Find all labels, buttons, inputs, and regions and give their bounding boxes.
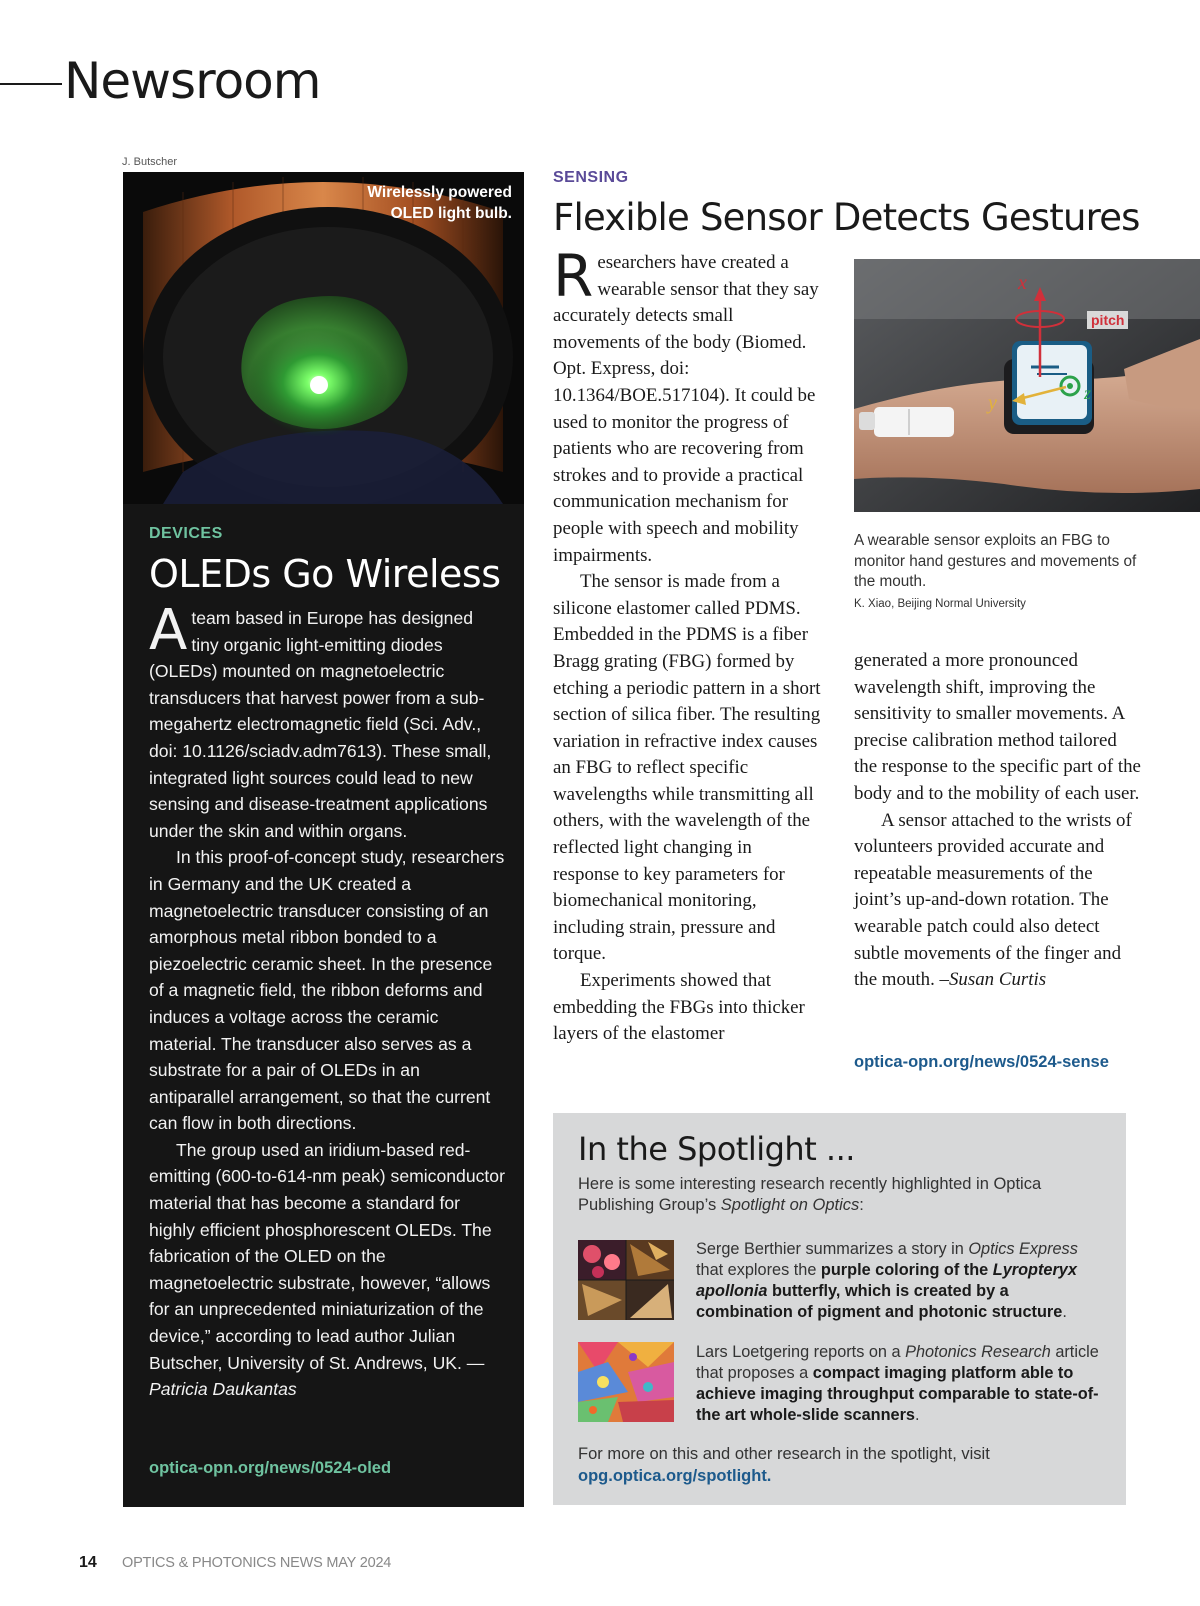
devices-paragraph-1: Ateam based in Europe has designed tiny organic light-emitting diodes (OLEDs) mounted on magnetoelectric transducers that harvest power from a sub-megahertz electromagnetic field (Sci. Adv., doi: 10.1126/sciadv.adm7613). These small, integrated light sources could lead to new sensing and disease-treatment applications under the skin and within organs. <box>149 598 492 841</box>
imaging-thumbnail <box>578 1342 674 1422</box>
sensor-credit: K. Xiao, Beijing Normal University <box>854 598 1026 610</box>
sensing-paragraph-4: generated a more pronounced wavelength shift, improving the sensitivity to smaller movements. A precise calibration method tailored the response to the specific part of the body and to the mobility of each user. <box>854 650 1141 804</box>
spotlight-footer: For more on this and other research in the spotlight, visit opg.optica.org/spotlight. <box>578 1443 1098 1487</box>
header-rule <box>0 83 62 85</box>
devices-category-tag: DEVICES <box>149 525 223 542</box>
sensing-column-2 <box>854 648 1144 994</box>
sensor-caption: A wearable sensor exploits an FBG to monitor hand gestures and movements of the mouth. <box>854 532 1137 590</box>
photo-caption: Wirelessly powered OLED light bulb. <box>367 184 512 222</box>
sensing-paragraph-3: Experiments showed that embedding the FBGs into thicker layers of the elastomer <box>553 970 805 1045</box>
dropcap: A <box>149 598 188 663</box>
sensing-paragraph-2: The sensor is made from a silicone elastomer called PDMS. Embedded in the PDMS is a fiber Bragg grating (FBG) formed by etching a periodic pattern in a short section of silica fiber. The resulting variation in refractive index causes an FBG to reflect specific wavelengths while transmitting all others, with the wavelength of the reflected light changing in response to key parameters for biomechanical monitoring, including strain, pressure and torque. <box>553 571 821 965</box>
devices-headline: OLEDs Go Wireless <box>149 552 501 596</box>
sensor-photo <box>854 259 1200 512</box>
spotlight-item-1: Serge Berthier summarizes a story in Optics Express that explores the purple coloring of the Lyropteryx apollonia butterfly, which is created by a combination of pigment and photonic structure. <box>696 1240 1078 1321</box>
sensing-author: Susan Curtis <box>948 969 1047 991</box>
sensing-column-1 <box>553 242 821 1048</box>
sensing-headline: Flexible Sensor Detects Gestures <box>553 196 1140 239</box>
spotlight-title: In the Spotlight ... <box>578 1130 855 1168</box>
oled-photo <box>123 172 524 504</box>
butterfly-thumbnail <box>578 1240 674 1320</box>
sensing-paragraph-5: A sensor attached to the wrists of volunteers provided accurate and repeatable measurements of the joint’s up-and-down rotation. The wearable patch could also detect subtle movements of the finger and the mouth. –Susan Curtis <box>854 809 1132 991</box>
magazine-footer: OPTICS & PHOTONICS NEWS MAY 2024 <box>122 1555 392 1571</box>
sensing-paragraph-1: Researchers have created a wearable sensor that they say accurately detects small movements of the body (Biomed. Opt. Express, doi: 10.1364/BOE.517104). It could be used to monitor the progress of patients who are recovering from strokes and to provide a practical communication mechanism for people with speech and mobility impairments. <box>553 242 819 566</box>
devices-paragraph-2: In this proof-of-concept study, researchers in Germany and the UK created a magnetoelectric transducer consisting of an amorphous metal ribbon bonded to a piezoelectric ceramic sheet. In the presence of a magnetic field, the ribbon deforms and induces a voltage across the ceramic material. The transducer also serves as a substrate for a pair of OLEDs in an antiparallel arrangement, so that the current can flow in both directions. <box>149 847 505 1134</box>
wrist-sensor-image <box>854 259 1200 512</box>
x-axis-label: x <box>1018 272 1027 294</box>
z-axis-label: z <box>1084 383 1092 403</box>
imaging-image <box>578 1342 674 1422</box>
butterfly-image <box>578 1240 674 1320</box>
devices-article-link[interactable]: optica-opn.org/news/0524-oled <box>149 1459 392 1477</box>
dropcap: R <box>553 242 594 310</box>
y-axis-label: y <box>988 392 997 414</box>
devices-paragraph-3: The group used an iridium-based red-emitting (600-to-614-nm peak) semiconductor material that has become a standard for highly efficient phosphorescent OLEDs. The fabrication of the OLED on the magnetoelectric substrate, however, “allows for an unprecedented miniaturization of the device,” according to lead author Julian Butscher, University of St. Andrews, UK. —Patricia Daukantas <box>149 1139 505 1400</box>
spotlight-intro: Here is some interesting research recently highlighted in Optica Publishing Group’s Spotlight on Optics: <box>578 1175 1042 1214</box>
sensing-category-tag: SENSING <box>553 169 629 186</box>
devices-body <box>149 598 505 1403</box>
spotlight-link[interactable]: opg.optica.org/spotlight. <box>578 1467 772 1485</box>
spotlight-item-2: Lars Loetgering reports on a Photonics Research article that proposes a compact imaging platform able to achieve imaging throughput comparable to state-of-the art whole-slide scanners. <box>696 1343 1099 1424</box>
pitch-label: pitch <box>1087 311 1128 329</box>
devices-author: Patricia Daukantas <box>149 1379 297 1400</box>
sensing-article-link[interactable]: optica-opn.org/news/0524-sense <box>854 1053 1109 1071</box>
photo-credit: J. Butscher <box>122 156 178 168</box>
page-number: 14 <box>79 1554 97 1571</box>
section-title: Newsroom <box>64 52 321 110</box>
